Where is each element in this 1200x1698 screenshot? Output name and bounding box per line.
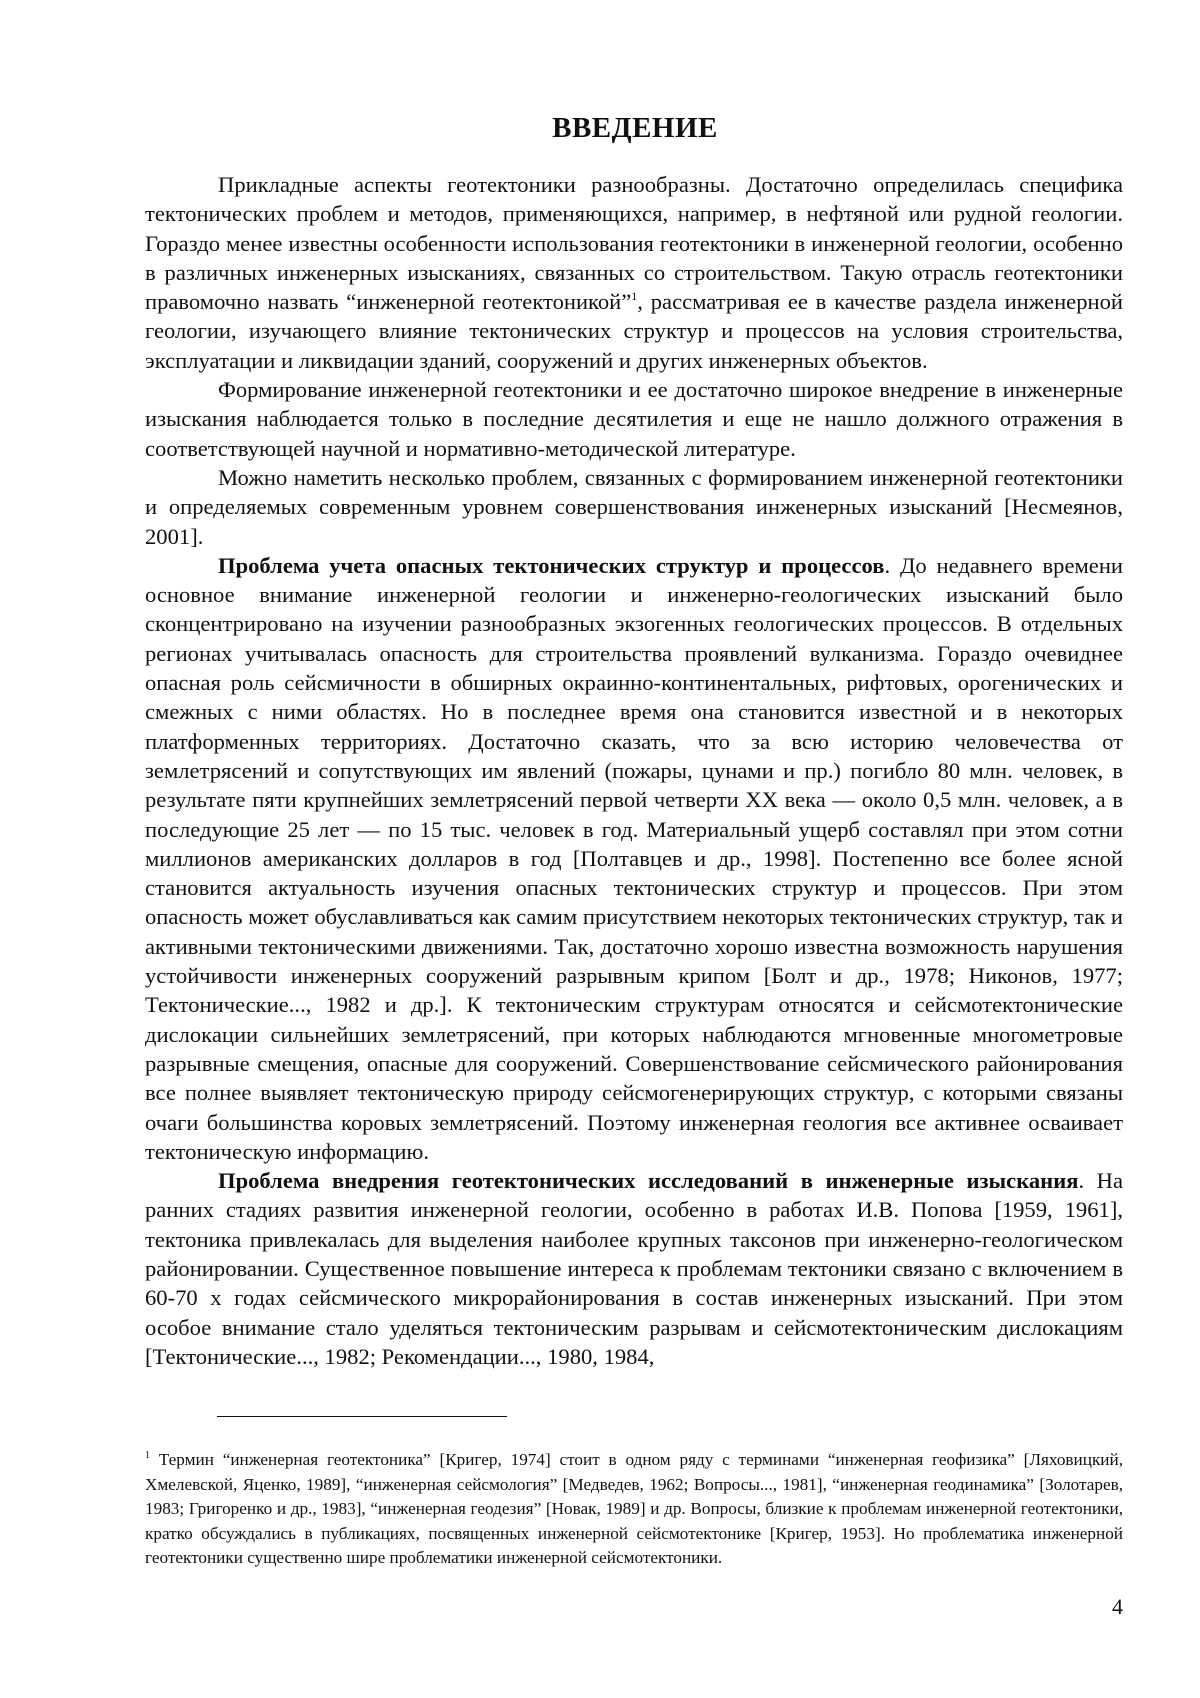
paragraph-1-text-a: Прикладные аспекты геотектоники разнообразны. Достаточно определилась специфика тектонических проблем и методов, применяющихся, например, в нефтяной или рудной геологии. Гораздо менее известны особенности использования геотектоники в инженерной геологии, особенно в различных инженерных изысканиях, связанных со строительством. Такую отрасль геотектоники правомочно назвать “инженерной геотектоникой” [145, 172, 1123, 314]
paragraph-4-text: . До недавнего времени основное внимание инженерной геологии и инженерно-геологических изысканий было сконцентрировано на изучении разнообразных экзогенных геологических процессов. В отдельных регионах учитывалась опасность для строительства проявлений вулканизма. Гораздо очевиднее опасная роль сейсмичности в обширных окраинно-континентальных, рифтовых, орогенических и смежных с ними областях. Но в последнее время она становится известной и в некоторых платформенных территориях. Достаточно сказать, что за всю историю человечества от землетрясений и сопутствующих им явлений (пожары, цунами и пр.) погибло 80 млн. человек, в результате пяти крупнейших землетрясений первой четверти XX века — около 0,5 млн. человек, а в последующие 25 лет — по 15 тыс. человек в год. Материальный ущерб составлял при этом сотни миллионов американских долларов в год [Полтавцев и др., 1998]. Постепенно все более ясной становится актуальность изучения опасных тектонических структур и процессов. При этом опасность может обуславливаться как самим присутствием некоторых тектонических структур, так и активными тектоническими движениями. Так, достаточно хорошо известна возможность нарушения устойчивости инженерных сооружений разрывным крипом [Болт и др., 1978; Никонов, 1977; Тектонические..., 1982 и др.]. К тектоническим структурам относятся и сейсмотектонические дислокации сильнейших землетрясений, при которых наблюдаются мгновенные многометровые разрывные смещения, опасные для сооружений. Совершенствование сейсмического районирования все полнее выявляет тектоническую природу сейсмогенерирующих структур, с которыми связаны очаги большинства коровых землетрясений. Поэтому инженерная геология все активнее осваивает тектоническую информацию. [145, 553, 1123, 1164]
paragraph-5-text: . На ранних стадиях развития инженерной геологии, особенно в работах И.В. Попова [1959, 1961], тектоника привлекалась для выделения наиболее крупных таксонов при инженерно-геологическом районировании. Существенное повышение интереса к проблемам тектоники связано с включением в 60-70 х годах сейсмического микрорайонирования в состав инженерных изысканий. При этом особое внимание стало уделяться тектоническим разрывам и сейсмотектоническим дислокациям [Тектонические..., 1982; Рекомендации..., 1980, 1984, [145, 1168, 1123, 1369]
paragraph-3: Можно наметить несколько проблем, связанных с формированием инженерной геотектоники и определяемых современным уровнем совершенствования инженерных изысканий [Несмеянов, 2001]. [145, 463, 1123, 551]
footnote [145, 1448, 1123, 1571]
page-title: ВВЕДЕНИЕ [0, 112, 1200, 145]
footnote-reference: 1 [631, 289, 637, 303]
footnote-text: Термин “инженерная геотектоника” [Кригер, 1974] стоит в одном ряду с терминами “инженерная геофизика” [Ляховицкий, Хмелевской, Яценко, 1989], “инженерная сейсмология” [Медведев, 1962; Вопросы..., 1981], “инженерная геодинамика” [Золотарев, 1983; Григоренко и др., 1983], “инженерная геодезия” [Новак, 1989] и др. Вопросы, близкие к проблемам инженерной геотектоники, кратко обсуждались в публикациях, посвященных инженерной сейсмотектонике [Кригер, 1953]. Но проблематика инженерной геотектоники существенно шире проблематики инженерной сейсмотектоники. [145, 1450, 1123, 1567]
page-number: 4 [1112, 1594, 1123, 1620]
footnote-divider [217, 1416, 507, 1417]
paragraph-5-heading: Проблема внедрения геотектонических исследований в инженерные изыскания [218, 1168, 1078, 1193]
paragraph-2: Формирование инженерной геотектоники и ее достаточно широкое внедрение в инженерные изыскания наблюдается только в последние десятилетия и еще не нашло должного отражения в соответствующей научной и нормативно-методической литературе. [145, 375, 1123, 463]
paragraph-5 [145, 1166, 1123, 1371]
paragraph-4 [145, 551, 1123, 1166]
paragraph-1 [145, 170, 1123, 375]
body-text [145, 170, 1123, 1371]
paragraph-1-text-b: , рассматривая ее в качестве раздела инженерной геологии, изучающего влияние тектонических структур и процессов на условия строительства, эксплуатации и ликвидации зданий, сооружений и других инженерных объектов. [145, 289, 1123, 373]
footnote-marker: 1 [145, 1450, 150, 1461]
paragraph-4-heading: Проблема учета опасных тектонических структур и процессов [218, 553, 884, 578]
document-page [0, 0, 1200, 1698]
